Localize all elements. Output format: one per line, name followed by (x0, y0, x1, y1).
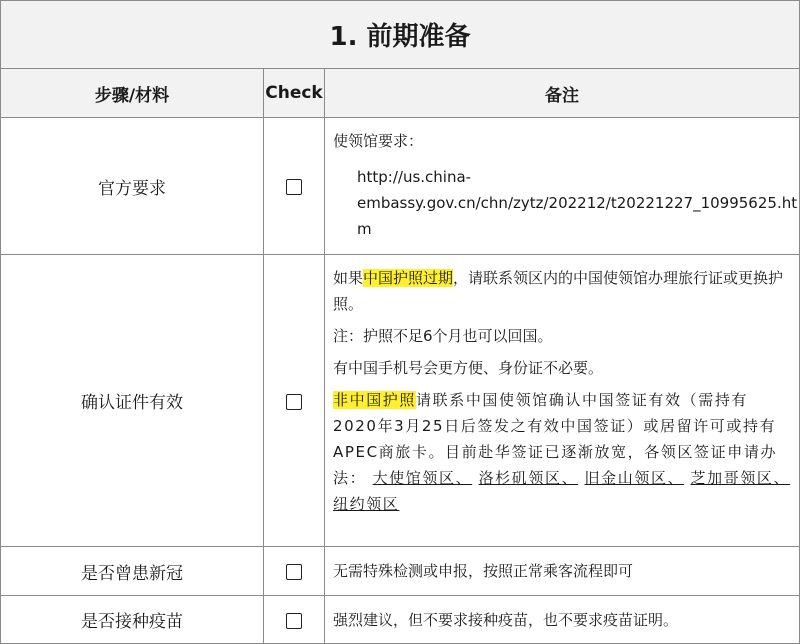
note-text: 使领馆要求： (333, 132, 424, 150)
note-text: 有中国手机号会更方便、身份证不必要。 (333, 359, 604, 377)
embassy-link[interactable]: 大使馆领区、 (372, 469, 473, 487)
table-row (1, 118, 800, 255)
note-cell (325, 118, 800, 255)
url-text: m (357, 220, 372, 238)
note-text: ，请联系领区内的中国使领馆办理旅行证或更换护照。 (333, 269, 784, 313)
new-york-link[interactable]: 纽约领区 (333, 495, 400, 513)
step-label: 是否接种疫苗 (1, 596, 264, 644)
note-cell (325, 255, 800, 547)
header-check: Check (264, 69, 325, 118)
table-row (1, 596, 800, 644)
note-paragraph (333, 265, 791, 317)
check-cell (264, 255, 325, 547)
note-text: 无需特殊检测或申报，按照正常乘客流程即可 (325, 547, 800, 596)
step-label: 确认证件有效 (1, 255, 264, 547)
checkbox[interactable] (286, 564, 302, 580)
note-text: 请联系中国使领馆确认中国签证有效（需持有2020年3月25日后签发之有效中国签证）或居留许可或持有APEC商旅卡。目前赴华签证已逐渐放宽，各领区签证申请办法： (333, 391, 778, 487)
check-cell (264, 596, 325, 644)
checkbox[interactable] (286, 613, 302, 629)
step-label: 是否曾患新冠 (1, 547, 264, 596)
los-angeles-link[interactable]: 洛杉矶领区、 (478, 469, 579, 487)
note-text: 注：护照不足6个月也可以回国。 (333, 327, 553, 345)
url-text: embassy.gov.cn/chn/zytz/202212/t20221227_10995625.ht (357, 194, 798, 212)
table-title: 1. 前期准备 (1, 1, 800, 69)
header-note: 备注 (325, 69, 800, 118)
highlighted-text: 中国护照过期 (363, 269, 454, 287)
check-cell (264, 547, 325, 596)
table-row (1, 255, 800, 547)
note-text: 如果 (333, 269, 364, 287)
check-cell (264, 118, 325, 255)
san-francisco-link[interactable]: 旧金山领区、 (584, 469, 685, 487)
chicago-link[interactable]: 芝加哥领区、 (690, 469, 791, 487)
note-text: 强烈建议，但不要求接种疫苗，也不要求疫苗证明。 (325, 596, 800, 644)
header-step: 步骤/材料 (1, 69, 264, 118)
highlighted-text: 非中国护照 (333, 391, 417, 409)
checkbox[interactable] (286, 394, 302, 410)
checkbox[interactable] (286, 179, 302, 195)
step-label: 官方要求 (1, 118, 264, 255)
table-row (1, 547, 800, 596)
note-paragraph (333, 387, 791, 517)
url-text: http://us.china- (357, 168, 472, 186)
